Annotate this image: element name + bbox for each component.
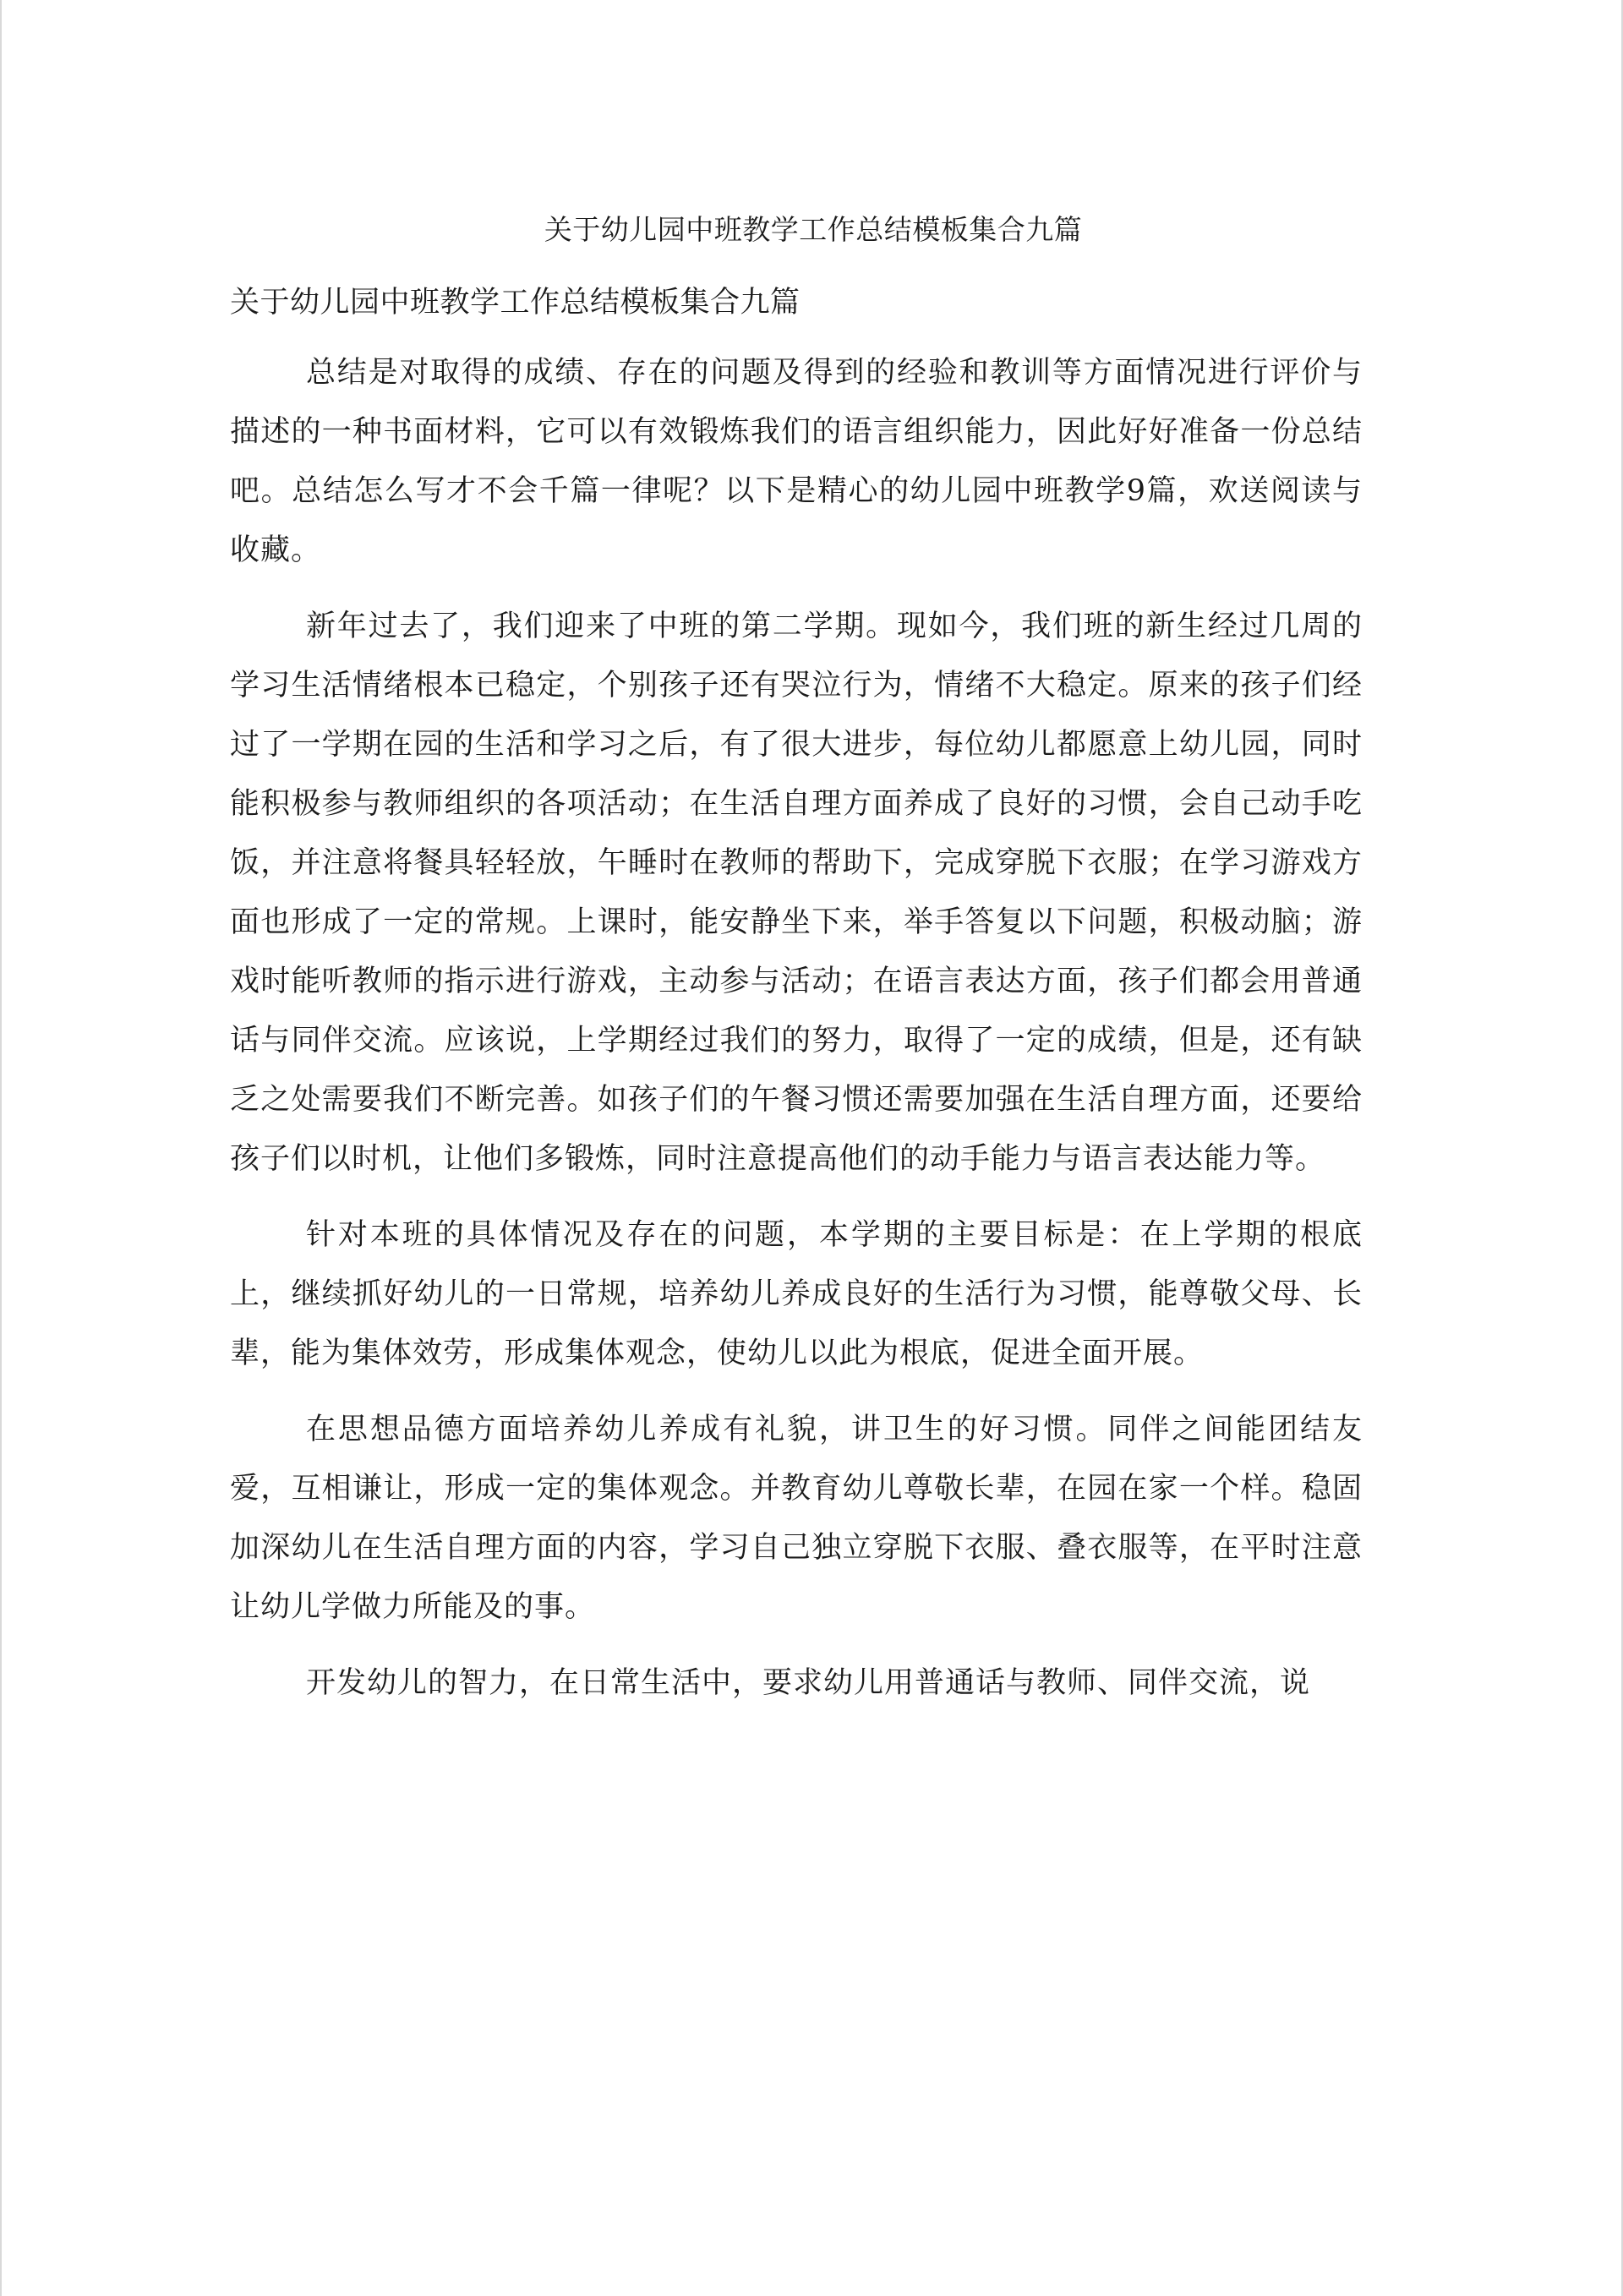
document-subtitle: 关于幼儿园中班教学工作总结模板集合九篇 <box>230 286 801 320</box>
document-body <box>230 279 1363 1730</box>
paragraph-semester-review: 新年过去了，我们迎来了中班的第二学期。现如今，我们班的新生经过几周的学习生活情绪根本已稳定，个别孩子还有哭泣行为，情绪不大稳定。原来的孩子们经过了一学期在园的生活和学习之后，有了很大进步，每位幼儿都愿意上幼儿园，同时能积极参与教师组织的各项活动；在生活自理方面养成了良好的习惯，会自己动手吃饭，并注意将餐具轻轻放，午睡时在教师的帮助下，完成穿脱下衣服；在学习游戏方面也形成了一定的常规。上课时，能安静坐下来，举手答复以下问题，积极动脑；游戏时能听教师的指示进行游戏，主动参与活动；在语言表达方面，孩子们都会用普通话与同伴交流。应该说，上学期经过我们的努力，取得了一定的成绩，但是，还有缺乏之处需要我们不断完善。如孩子们的午餐习惯还需要加强在生活自理方面，还要给孩子们以时机，让他们多锻炼，同时注意提高他们的动手能力与语言表达能力等。 <box>230 610 1363 1176</box>
paragraph-moral-education: 在思想品德方面培养幼儿养成有礼貌，讲卫生的好习惯。同伴之间能团结友爱，互相谦让，形成一定的集体观念。并教育幼儿尊敬长辈，在园在家一个样。稳固加深幼儿在生活自理方面的内容，学习自己独立穿脱下衣服、叠衣服等，在平时注意让幼儿学做力所能及的事。 <box>230 1413 1363 1624</box>
paragraph-intro: 总结是对取得的成绩、存在的问题及得到的经验和教训等方面情况进行评价与描述的一种书面材料，它可以有效锻炼我们的语言组织能力，因此好好准备一份总结吧。总结怎么写才不会千篇一律呢？以下是精心的幼儿园中班教学9篇，欢送阅读与收藏。 <box>230 356 1363 567</box>
document-title: 关于幼儿园中班教学工作总结模板集合九篇 <box>544 213 1083 246</box>
paragraph-intellect: 开发幼儿的智力，在日常生活中，要求幼儿用普通话与教师、同伴交流，说 <box>306 1666 1311 1700</box>
paragraph-goals: 针对本班的具体情况及存在的问题，本学期的主要目标是：在上学期的根底上，继续抓好幼儿的一日常规，培养幼儿养成良好的生活行为习惯，能尊敬父母、长辈，能为集体效劳，形成集体观念，使幼儿以此为根底，促进全面开展。 <box>230 1218 1363 1370</box>
